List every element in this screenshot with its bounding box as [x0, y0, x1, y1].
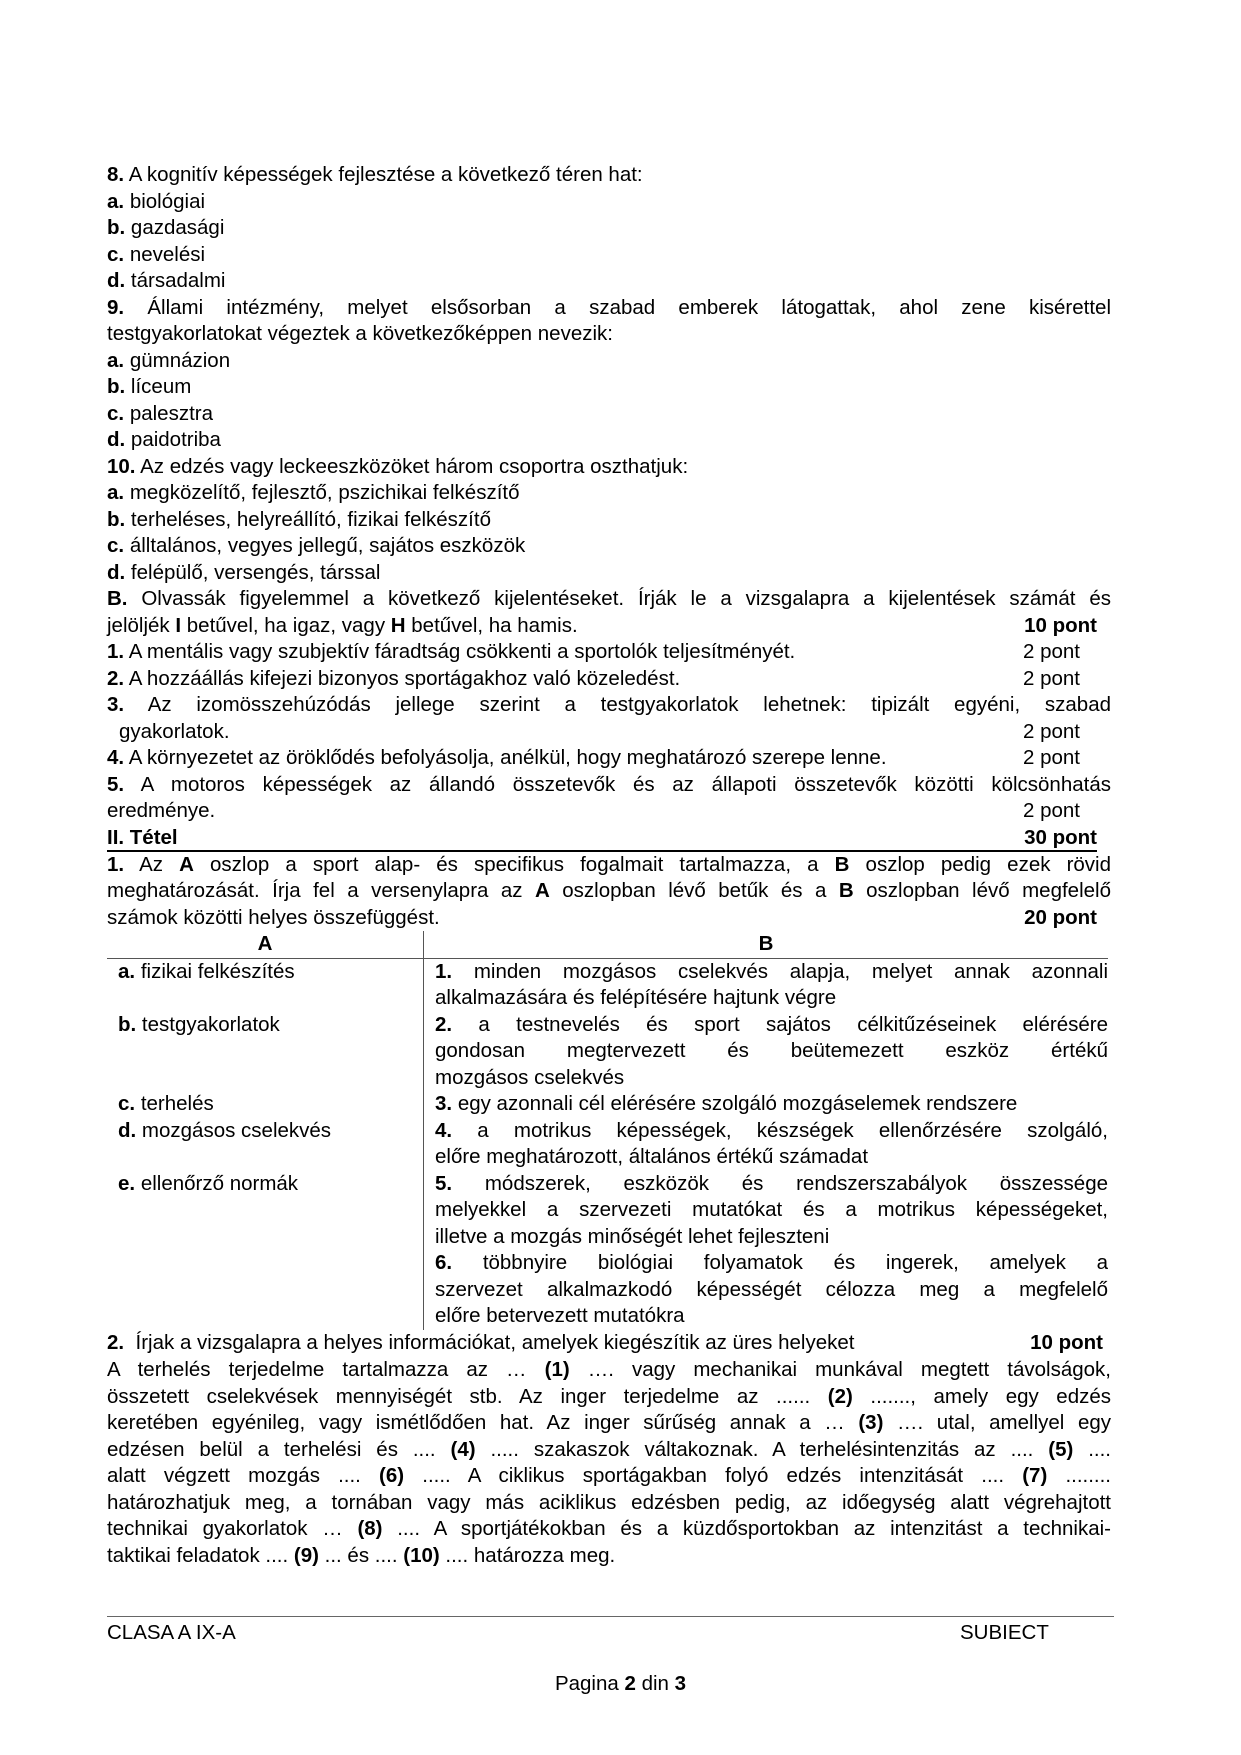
points-label: 30 pont — [1024, 825, 1097, 849]
definition-line — [435, 1197, 1108, 1224]
definition-line — [435, 959, 1108, 986]
question-number: 9. — [107, 295, 125, 319]
option — [107, 427, 1111, 454]
table-row — [107, 1118, 1108, 1171]
points-label: 2 pont — [1023, 719, 1080, 743]
option-text: biológiai — [129, 189, 206, 213]
definition-text: mozgásos cselekvés — [435, 1065, 625, 1089]
option-label: d. — [107, 428, 126, 451]
definition-text: illetve a mozgás minőségét lehet fejleszteni — [435, 1224, 830, 1248]
bold-text-segment: H — [390, 613, 406, 637]
bold-text-segment: B — [834, 852, 850, 876]
definition-text: gondosan megtervezett és beütemezett eszköz értékű — [435, 1039, 1108, 1062]
item-number: 2. — [435, 1012, 453, 1036]
text-segment: számok közötti helyes összefüggést. — [107, 905, 440, 929]
bold-text-segment: 2 — [624, 1672, 636, 1695]
definition-line — [435, 1224, 1108, 1251]
statement-1 — [107, 639, 1111, 666]
definition-text: a motrikus képességek, készségek ellenőrzésére szolgáló, — [477, 1118, 1108, 1142]
text-segment: …. utal, amellyel egy — [883, 1411, 1111, 1434]
question-text: testgyakorlatokat végeztek a következőképpen nevezik: — [107, 322, 613, 345]
option-label: a. — [107, 189, 125, 213]
text-segment: technikai gyakorlatok … — [107, 1517, 358, 1540]
column-b-cell — [423, 959, 1108, 1012]
text-segment: Olvassák figyelemmel a következő kijelentéseket. Írják le a vizsgalapra a kijelentések számát és — [127, 587, 1111, 610]
definition-text: többnyire biológiai folyamatok és ingerek, amelyek a — [482, 1251, 1108, 1274]
exercise-2-title — [107, 1330, 1111, 1357]
bold-text-segment: (7) — [1022, 1464, 1048, 1487]
definition-line — [435, 1171, 1108, 1198]
item-number: 5. — [435, 1171, 453, 1195]
definition-text: módszerek, eszközök és rendszerszabályok összessége — [484, 1171, 1108, 1195]
option — [107, 374, 1111, 401]
text-segment: alatt végzett mozgás .... — [107, 1464, 380, 1487]
option — [107, 560, 1111, 587]
bold-text-segment: B. — [107, 587, 128, 610]
paragraph-line — [107, 1357, 1111, 1384]
definition-text: a testnevelés és sport sajátos célkitűzéseinek elérésére — [478, 1012, 1108, 1036]
statement-number: 5. — [107, 772, 125, 796]
definition-line — [435, 1118, 1108, 1145]
footer-subject: SUBIECT — [960, 1621, 1049, 1644]
option-text: álltalános, vegyes jellegű, sajátos eszközök — [129, 534, 526, 557]
question-text: Állami intézmény, melyet elsősorban a szabad emberek látogattak, ahol zene kisérettel — [147, 295, 1111, 319]
definition-line — [435, 1250, 1108, 1277]
column-a-cell — [107, 1171, 423, 1251]
definition-text: előre meghatározott, általános értékű számadat — [435, 1145, 869, 1168]
question-10 — [107, 454, 1111, 481]
definition-line — [435, 1065, 1108, 1092]
item-letter: d. — [118, 1118, 137, 1142]
bold-text-segment: 1. — [107, 852, 125, 876]
option-label: d. — [107, 560, 126, 584]
item-letter: a. — [118, 959, 136, 983]
statement-number: 2. — [107, 666, 125, 690]
section-title-text: II. Tétel — [107, 825, 178, 849]
definition-line — [435, 1038, 1108, 1065]
text-segment: .... határozza meg. — [439, 1543, 616, 1567]
text-segment: keretében egyénileg, vagy ismétlődően hat. Az inger sűrűség annak a … — [107, 1411, 859, 1434]
bold-text-segment: (5) — [1048, 1437, 1074, 1461]
statement-number: 1. — [107, 640, 125, 663]
statement-text: Az izomösszehúzódás jellege szerint a testgyakorlatok lehetnek: tipizált egyéni, szabad — [147, 693, 1111, 716]
bold-text-segment: (3) — [858, 1411, 884, 1434]
text-segment: meghatározását. Írja fel a versenylapra az — [107, 879, 535, 902]
bold-text-segment: B — [838, 879, 854, 902]
page-number — [0, 1671, 1241, 1697]
item-term: fizikai felkészítés — [140, 959, 295, 983]
statement-number: 4. — [107, 746, 125, 769]
bold-text-segment: 3 — [674, 1672, 687, 1695]
option-text: nevelési — [129, 242, 206, 266]
item-letter: b. — [118, 1012, 137, 1036]
text-segment: oszlop pedig ezek rövid — [849, 852, 1111, 876]
item-number: 6. — [435, 1251, 453, 1274]
exercise-1-intro — [107, 905, 1111, 932]
statement-3-cont — [107, 719, 1111, 746]
statement-text: gyakorlatok. — [119, 719, 230, 743]
matching-table — [107, 931, 1108, 1330]
part-b-intro-text — [107, 614, 578, 637]
points-label: 2 pont — [1023, 746, 1080, 769]
definition-line — [435, 1303, 1108, 1330]
column-b-cell — [423, 1012, 1108, 1092]
option — [107, 215, 1111, 242]
exercise-1-intro-text — [107, 906, 440, 929]
option-text: líceum — [130, 375, 192, 398]
option-text: terheléses, helyreállító, fizikai felkészítő — [130, 507, 491, 531]
table-row — [107, 959, 1108, 1012]
option-label: c. — [107, 242, 125, 266]
option — [107, 189, 1111, 216]
column-a-cell — [107, 1118, 423, 1171]
table-row — [107, 1171, 1108, 1251]
footer-class: CLASA A IX-A — [107, 1621, 236, 1644]
option-text: megközelítő, fejlesztő, pszichikai felkészítő — [129, 481, 520, 504]
bold-text-segment: (8) — [357, 1517, 383, 1540]
section-title — [107, 825, 1097, 852]
bold-text-segment: (4) — [450, 1437, 476, 1461]
text-segment: ........ — [1047, 1464, 1111, 1487]
table-row — [107, 1250, 1108, 1330]
column-b-header: B — [423, 931, 1108, 958]
item-term: testgyakorlatok — [141, 1012, 280, 1036]
paragraph-line — [107, 1490, 1111, 1517]
option-text: palesztra — [129, 401, 213, 425]
option-label: a. — [107, 348, 125, 372]
definition-text: előre betervezett mutatókra — [435, 1304, 685, 1327]
statement-text: A mentális vagy szubjektív fáradtság csökkenti a sportolók teljesítményét. — [128, 640, 796, 663]
text-segment: ..... szakaszok váltakoznak. A terhelésintenzitás az .... — [475, 1437, 1049, 1461]
question-number: 8. — [107, 163, 125, 186]
text-segment: betűvel, ha igaz, vagy — [181, 613, 391, 637]
option — [107, 533, 1111, 560]
definition-text: melyekkel a szervezeti mutatókat és a motrikus képességeket, — [435, 1198, 1108, 1221]
table-row — [107, 1091, 1108, 1118]
statement-text: A hozzáállás kifejezi bizonyos sportágakhoz való közeledést. — [128, 666, 681, 690]
text-segment: taktikai feladatok .... — [107, 1543, 294, 1567]
question-text: A kognitív képességek fejlesztése a következő téren hat: — [128, 163, 643, 186]
text-segment: edzésen belül a terhelési és .... — [107, 1437, 451, 1461]
points-label: 2 pont — [1023, 799, 1080, 822]
statement-text: A motoros képességek az állandó összetevők és az állapoti összetevők közötti kölcsönhatás — [140, 772, 1111, 796]
footer-divider — [107, 1616, 1114, 1617]
option-text: társadalmi — [130, 269, 226, 292]
paragraph-line — [107, 1384, 1111, 1411]
text-segment: oszlop a sport alap- és specifikus fogalmait tartalmazza, a — [193, 852, 835, 876]
text-segment: din — [635, 1672, 675, 1695]
points-label: 2 pont — [1023, 640, 1080, 663]
option — [107, 507, 1111, 534]
column-b-cell — [423, 1091, 1108, 1118]
question-text: Az edzés vagy leckeeszközöket három csoportra oszthatjuk: — [140, 454, 689, 478]
text-segment: .... A sportjátékokban és a küzdősportokban az intenzitást a technikai- — [382, 1517, 1111, 1540]
option — [107, 401, 1111, 428]
question-8 — [107, 162, 1111, 189]
text-segment: oszlopban lévő megfelelő — [853, 879, 1111, 902]
item-number: 4. — [435, 1118, 453, 1142]
item-letter: c. — [118, 1092, 136, 1115]
definition-text: szervezet alkalmazkodó képességét célozza meg a megfelelő — [435, 1277, 1108, 1301]
exam-page — [107, 162, 1111, 1569]
column-b-cell — [423, 1118, 1108, 1171]
statement-text: eredménye. — [107, 799, 216, 822]
statement-2 — [107, 666, 1111, 693]
points-label: 10 pont — [1030, 1330, 1103, 1354]
part-b-intro — [107, 613, 1111, 640]
statement-text: A környezetet az öröklődés befolyásolja, anélkül, hogy meghatározó szerepe lenne. — [128, 746, 887, 769]
statement-number: 3. — [107, 693, 125, 716]
column-b-cell — [423, 1250, 1108, 1330]
table-header — [107, 931, 1108, 959]
option-text: gümnázion — [129, 348, 231, 372]
part-b-intro — [107, 586, 1111, 613]
definition-text: egy azonnali cél elérésére szolgáló mozgáselemek rendszere — [457, 1092, 1018, 1115]
bold-text-segment: I — [175, 613, 182, 637]
exercise-text: Írjak a vizsgalapra a helyes információkat, amelyek kiegészítik az üres helyeket — [135, 1330, 855, 1354]
paragraph-line — [107, 1463, 1111, 1490]
statement-5-cont — [107, 798, 1111, 825]
text-segment: .... — [1073, 1437, 1111, 1461]
option-text: gazdasági — [130, 216, 225, 239]
definition-line — [435, 1091, 1108, 1118]
column-a-cell — [107, 1091, 423, 1118]
bold-text-segment: (1) — [544, 1358, 570, 1381]
points-label: 2 pont — [1023, 666, 1080, 690]
item-letter: e. — [118, 1171, 136, 1195]
item-term: mozgásos cselekvés — [141, 1118, 332, 1142]
text-segment: jelöljék — [107, 613, 176, 637]
item-number: 1. — [435, 959, 453, 983]
text-segment: betűvel, ha hamis. — [405, 613, 578, 637]
text-segment: ... és .... — [318, 1543, 404, 1567]
item-number: 3. — [435, 1092, 453, 1115]
bold-text-segment: (9) — [293, 1543, 319, 1567]
item-term: terhelés — [140, 1092, 214, 1115]
text-segment: Pagina — [554, 1672, 625, 1695]
statement-5 — [107, 772, 1111, 799]
question-9 — [107, 295, 1111, 322]
option-label: a. — [107, 481, 125, 504]
definition-line — [435, 1012, 1108, 1039]
statement-3 — [107, 692, 1111, 719]
column-b-cell — [423, 1171, 1108, 1251]
column-a-cell — [107, 1250, 423, 1330]
paragraph-line — [107, 1516, 1111, 1543]
option — [107, 348, 1111, 375]
option-label: b. — [107, 375, 126, 398]
column-a-cell — [107, 959, 423, 1012]
table-row — [107, 1012, 1108, 1092]
statement-4 — [107, 745, 1111, 772]
exercise-1-intro — [107, 878, 1111, 905]
option-label: b. — [107, 216, 126, 239]
option-label: c. — [107, 401, 125, 425]
option — [107, 480, 1111, 507]
points-label: 20 pont — [1024, 905, 1097, 929]
bold-text-segment: (10) — [403, 1543, 440, 1567]
text-segment: Az — [124, 852, 180, 876]
text-segment: ......., amely egy edzés — [852, 1384, 1111, 1408]
option-label: c. — [107, 534, 125, 557]
bold-text-segment: (2) — [827, 1384, 853, 1408]
text-segment: összetett cselekvések mennyiségét stb. Az inger terjedelme az ...... — [107, 1384, 828, 1408]
column-a-header: A — [257, 932, 273, 955]
definition-line — [435, 1277, 1108, 1304]
option-text: felépülő, versengés, társsal — [130, 560, 381, 584]
exercise-1-intro — [107, 852, 1111, 879]
points-label: 10 pont — [1024, 613, 1097, 637]
table-body — [107, 959, 1108, 1330]
definition-text: minden mozgásos cselekvés alapja, melyet annak azonnali — [473, 959, 1108, 983]
definition-line — [435, 1144, 1108, 1171]
option-text: paidotriba — [130, 428, 221, 451]
item-term: ellenőrző normák — [140, 1171, 299, 1195]
text-segment: …. vagy mechanikai munkával megtett távolságok, — [569, 1358, 1111, 1381]
exercise-number: 2. — [107, 1330, 125, 1354]
question-9-cont — [107, 321, 1111, 348]
option-label: d. — [107, 269, 126, 292]
text-segment: oszlopban lévő betűk és a — [549, 879, 839, 902]
option — [107, 268, 1111, 295]
text-segment: ..... A ciklikus sportágakban folyó edzés intenzitását .... — [404, 1464, 1023, 1487]
bold-text-segment: A — [535, 879, 550, 902]
text-segment: A terhelés terjedelme tartalmazza az … — [107, 1358, 545, 1381]
option — [107, 242, 1111, 269]
definition-text: alkalmazására és felépítésére hajtunk végre — [435, 986, 837, 1009]
bold-text-segment: (6) — [379, 1464, 405, 1487]
option-label: b. — [107, 507, 126, 531]
paragraph-line — [107, 1410, 1111, 1437]
paragraph-line — [107, 1543, 1111, 1570]
question-number: 10. — [107, 454, 136, 478]
bold-text-segment: A — [179, 852, 194, 876]
paragraph-line — [107, 1437, 1111, 1464]
definition-line — [435, 985, 1108, 1012]
column-a-cell — [107, 1012, 423, 1092]
text-segment: határozhatjuk meg, a tornában vagy más aciklikus edzésben pedig, az időegység alatt végrehajtott — [107, 1490, 1111, 1514]
